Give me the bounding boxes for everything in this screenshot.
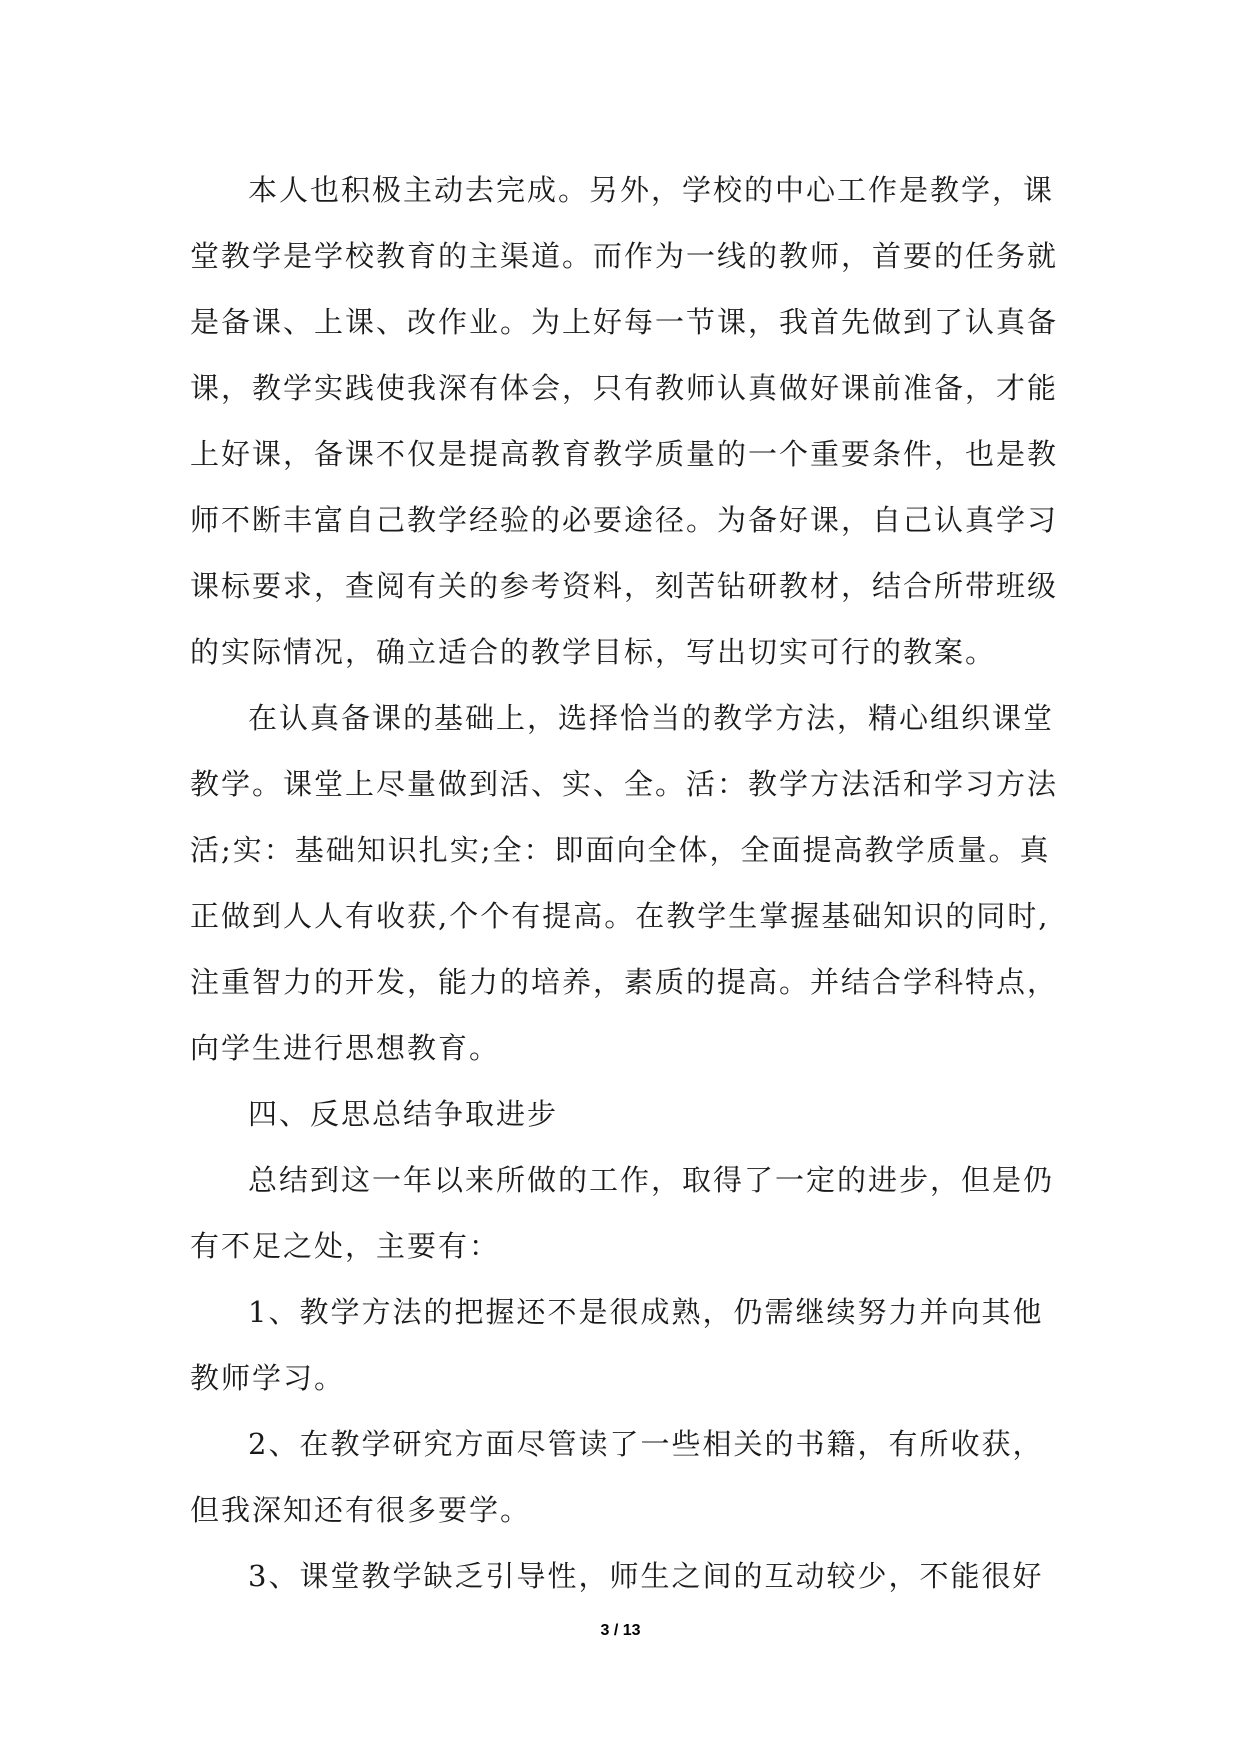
page-number: 3 / 13	[600, 1622, 641, 1639]
paragraph	[190, 1147, 1070, 1279]
text-line: 1、教学方法的把握还不是很成熟，仍需继续努力并向其他	[248, 1295, 1044, 1329]
text-line: 活;实：基础知识扎实;全：即面向全体，全面提高教学质量。真	[190, 833, 1051, 867]
text-line: 本人也积极主动去完成。另外，学校的中心工作是教学，课	[248, 173, 1055, 207]
text-line: 注重智力的开发，能力的培养，素质的提高。并结合学科特点，	[190, 965, 1059, 999]
text-line: 四、反思总结争取进步	[248, 1097, 559, 1131]
text-line: 向学生进行思想教育。	[190, 1031, 501, 1065]
list-item	[190, 1543, 1070, 1609]
text-line: 在认真备课的基础上，选择恰当的教学方法，精心组织课堂	[248, 701, 1055, 735]
text-line: 课标要求，查阅有关的参考资料，刻苦钻研教材，结合所带班级	[190, 569, 1059, 603]
text-line: 是备课、上课、改作业。为上好每一节课，我首先做到了认真备	[190, 305, 1059, 339]
text-line: 教学。课堂上尽量做到活、实、全。活：教学方法活和学习方法	[190, 767, 1059, 801]
text-line: 上好课，备课不仅是提高教育教学质量的一个重要条件，也是教	[190, 437, 1059, 471]
text-line: 课，教学实践使我深有体会，只有教师认真做好课前准备，才能	[190, 371, 1059, 405]
list-item	[190, 1279, 1070, 1411]
text-line: 正做到人人有收获,个个有提高。在教学生掌握基础知识的同时,	[190, 899, 1050, 933]
text-line: 总结到这一年以来所做的工作，取得了一定的进步，但是仍	[248, 1163, 1055, 1197]
text-line: 的实际情况，确立适合的教学目标，写出切实可行的教案。	[190, 635, 997, 669]
text-line: 3、课堂教学缺乏引导性，师生之间的互动较少，不能很好	[248, 1559, 1044, 1593]
text-line: 师不断丰富自己教学经验的必要途径。为备好课，自己认真学习	[190, 503, 1059, 537]
text-line: 但我深知还有很多要学。	[190, 1493, 532, 1527]
text-line: 有不足之处，主要有：	[190, 1229, 501, 1263]
text-line: 教师学习。	[190, 1361, 346, 1395]
section-heading	[190, 1081, 1070, 1147]
body-text	[190, 157, 1070, 1609]
text-line: 堂教学是学校教育的主渠道。而作为一线的教师，首要的任务就	[190, 239, 1059, 273]
list-item	[190, 1411, 1070, 1543]
paragraph	[190, 685, 1070, 1081]
paragraph	[190, 157, 1070, 685]
text-line: 2、在教学研究方面尽管读了一些相关的书籍，有所收获，	[248, 1427, 1044, 1461]
